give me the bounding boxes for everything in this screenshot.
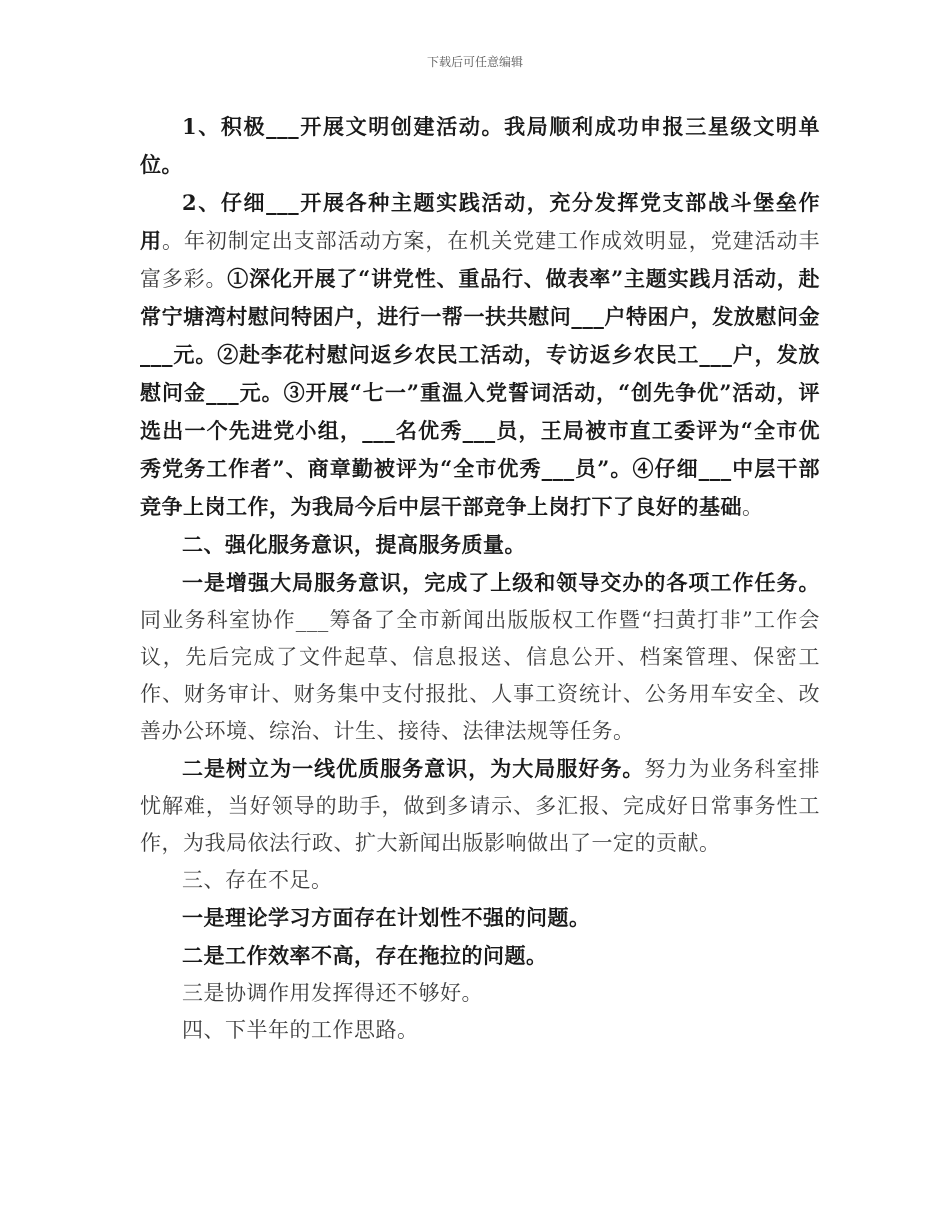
paragraph-2 [140, 184, 820, 526]
text-run: 1、积极___开展文明创建活动。我局顺利成功申报三星级文明单位。 [140, 114, 820, 177]
paragraph-10 [140, 1012, 820, 1049]
paragraph-4 [140, 564, 820, 750]
text-run: 二是工作效率不高，存在拖拉的问题。 [182, 943, 548, 968]
text-run: 同业务科室协作___筹备了全市新闻出版版权工作暨“扫黄打非”工作会议，先后完成了文件起草、信息报送、信息公开、档案管理、保密工作、财务审计、财务集中支付报批、人事工资统计、公务用车安全、改善办公环境、综治、计生、接待、法律法规等任务。 [140, 608, 820, 743]
section-heading: 三、存在不足。 [182, 868, 333, 892]
text-run: 。 [742, 495, 764, 519]
paragraph-1 [140, 108, 820, 184]
text-run: 2、仔细___开展各种主题实践活动，充分发挥党支部战斗堡垒作用 [140, 190, 820, 253]
text-run: 。年初制定出支部活动方案，在机关党建工作成效明显，党建活动丰富多彩。 [140, 229, 821, 291]
document-body [140, 108, 820, 1049]
text-run: 一是增强大局服务意识，完成了上级和领导交办的各项工作任务。 [182, 570, 820, 595]
paragraph-3 [140, 526, 820, 564]
text-run: 三是协调作用发挥得还不够好。 [182, 981, 483, 1005]
paragraph-7 [140, 899, 820, 937]
page-header: 下载后可任意编辑 [426, 55, 523, 69]
text-run: 二是树立为一线优质服务意识，为大局服好务。 [182, 756, 645, 781]
paragraph-6 [140, 862, 820, 899]
paragraph-9 [140, 975, 820, 1012]
text-run: 一是理论学习方面存在计划性不强的问题。 [182, 905, 591, 930]
text-run: 努力为业务科室排忧解难，当好领导的助手，做到多请示、多汇报、完成好日常事务性工作，为我局依法行政、扩大新闻出版影响做出了一定的贡献。 [140, 757, 820, 855]
section-heading: 二、强化服务意识，提高服务质量。 [182, 532, 526, 557]
section-heading: 四、下半年的工作思路。 [182, 1018, 419, 1042]
text-run: ①深化开展了“讲党性、重品行、做表率”主题实践月活动，赴常宁塘湾村慰问特困户，进行一帮一扶共慰问___户特困户，发放慰问金___元。②赴李花村慰问返乡农民工活动，专访返乡农民工___户，发放慰问金___元。③开展“七一”重温入党誓词活动，“创先争优”活动，评选出一个先进党小组，___名优秀___员，王局被市直工委评为“全市优秀党务工作者”、商章勤被评为“全市优秀___员”。④仔细___中层干部竞争上岗工作，为我局今后中层干部竞争上岗打下了良好的基础 [140, 266, 821, 519]
paragraph-5 [140, 750, 820, 862]
paragraph-8 [140, 937, 820, 975]
